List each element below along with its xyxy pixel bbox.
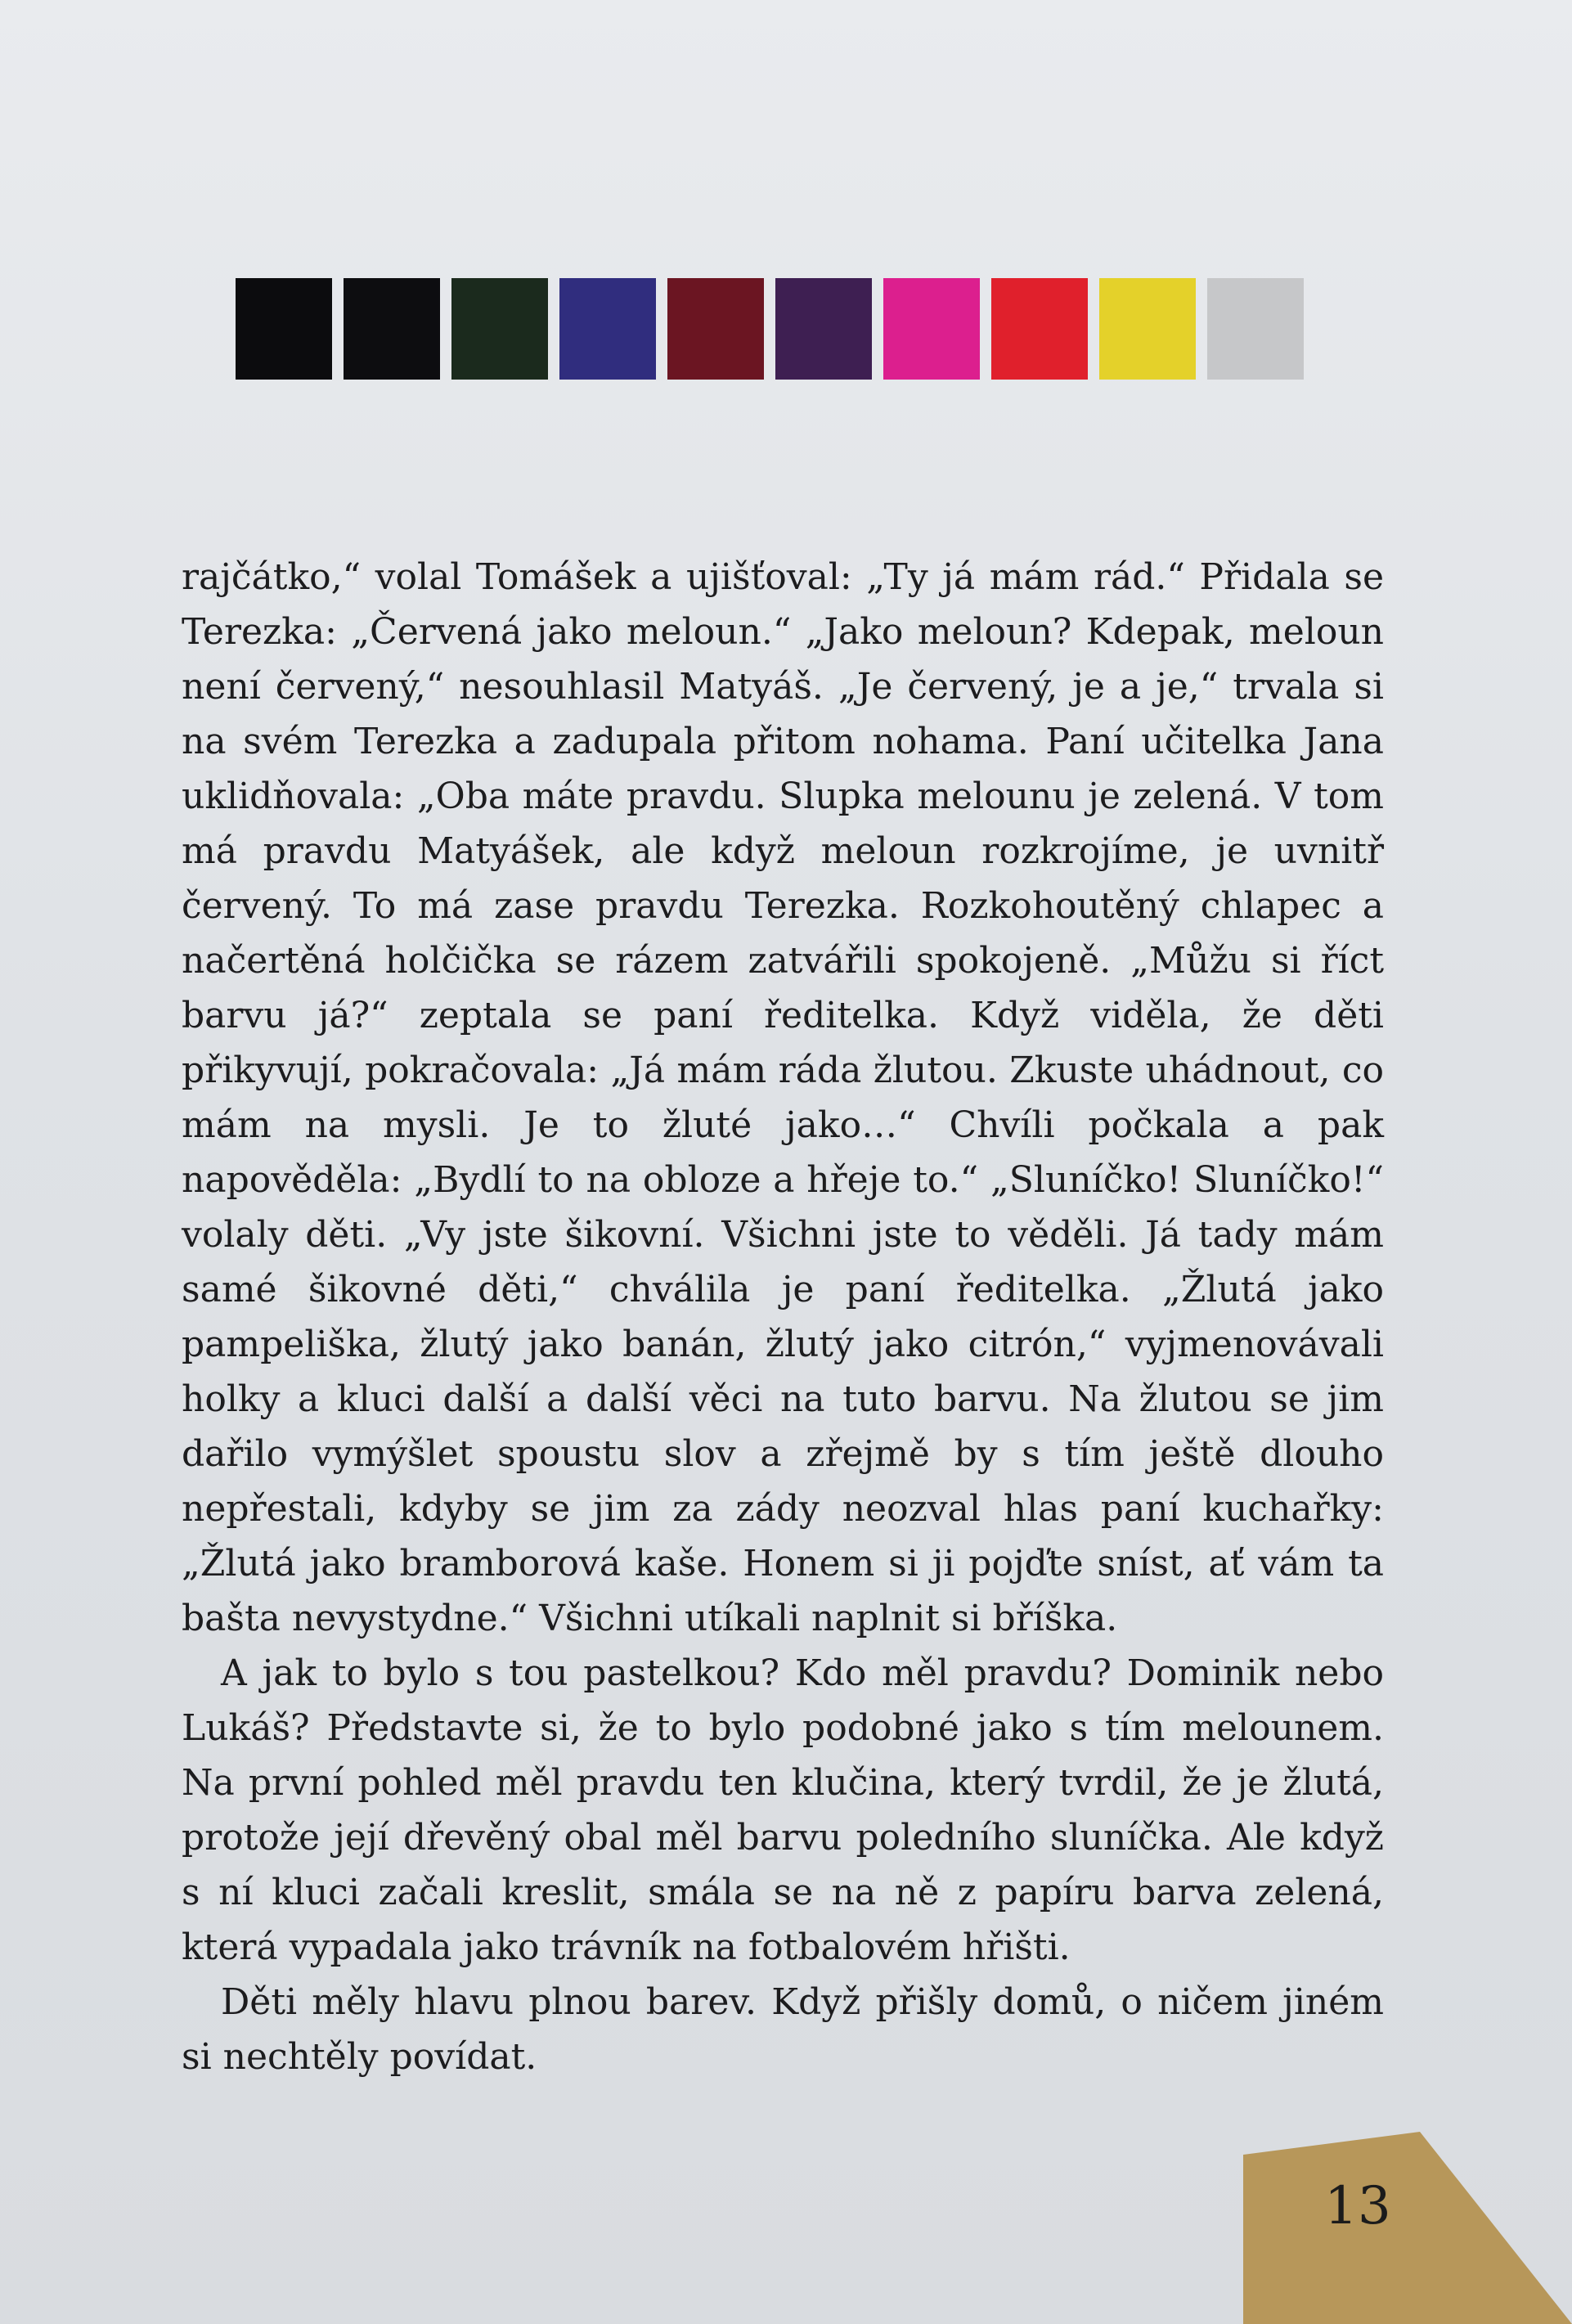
color-swatch-row bbox=[236, 278, 1315, 393]
color-swatch-yellow bbox=[1099, 278, 1196, 380]
color-swatch-magenta bbox=[883, 278, 980, 380]
color-swatch-dark-green bbox=[451, 278, 548, 380]
color-swatch-dark-red bbox=[667, 278, 764, 380]
page-number: 13 bbox=[1324, 2176, 1391, 2236]
paragraph-2: A jak to bylo s tou pastelkou? Kdo měl pravdu? Dominik nebo Lukáš? Představte si, že to bylo podobné jako s tím melounem. Na první pohled měl pravdu ten klučina, který tvrdil, že je žlutá, protože její dřevěný obal měl barvu poledního sluníčka. Ale když s ní kluci začali kreslit, smála se na ně z papíru barva zelená, která vypadala jako trávník na fotbalovém hřišti. bbox=[182, 1652, 1384, 1968]
color-swatch-blue bbox=[559, 278, 656, 380]
color-swatch-red bbox=[991, 278, 1088, 380]
body-text bbox=[182, 550, 1384, 2084]
paragraph-3: Děti měly hlavu plnou barev. Když přišly domů, o ničem jiném si nechtěly povídat. bbox=[182, 1981, 1384, 2078]
color-swatch-black-1 bbox=[236, 278, 332, 380]
color-swatch-purple bbox=[775, 278, 872, 380]
color-swatch-light-gray bbox=[1207, 278, 1304, 380]
color-swatch-black-2 bbox=[344, 278, 440, 380]
paragraph-1: rajčátko,“ volal Tomášek a ujišťoval: „Ty já mám rád.“ Přidala se Terezka: „Červená jako meloun.“ „Jako meloun? Kdepak, meloun není červený,“ nesouhlasil Matyáš. „Je červený, je a je,“ trvala si na svém Terezka a zadupala přitom nohama. Paní učitelka Jana uklidňovala: „Oba máte pravdu. Slupka melounu je zelená. V tom má pravdu Matyášek, ale když meloun rozkrojíme, je uvnitř červený. To má zase pravdu Terezka. Rozkohoutěný chlapec a načertěná holčička se rázem zatvářili spokojeně. „Můžu si říct barvu já?“ zeptala se paní ředitelka. Když viděla, že děti přikyvují, pokračovala: „Já mám ráda žlutou. Zkuste uhádnout, co mám na mysli. Je to žluté jako…“ Chvíli počkala a pak napověděla: „Bydlí to na obloze a hřeje to.“ „Sluníčko! Sluníčko!“ volaly děti. „Vy jste šikovní. Všichni jste to věděli. Já tady mám samé šikovné děti,“ chválila je paní ředitelka. „Žlutá jako pampeliška, žlutý jako banán, žlutý jako citrón,“ vyjmenovávali holky a kluci další a další věci na tuto barvu. Na žlutou se jim dařilo vymýšlet spoustu slov a zřejmě by s tím ještě dlouho nepřestali, kdyby se jim za zády neozval hlas paní kuchařky: „Žlutá jako bramborová kaše. Honem si ji pojďte sníst, ať vám ta bašta nevystydne.“ Všichni utíkali naplnit si bříška. bbox=[182, 556, 1384, 1639]
page-number-tab bbox=[1243, 2132, 1572, 2324]
